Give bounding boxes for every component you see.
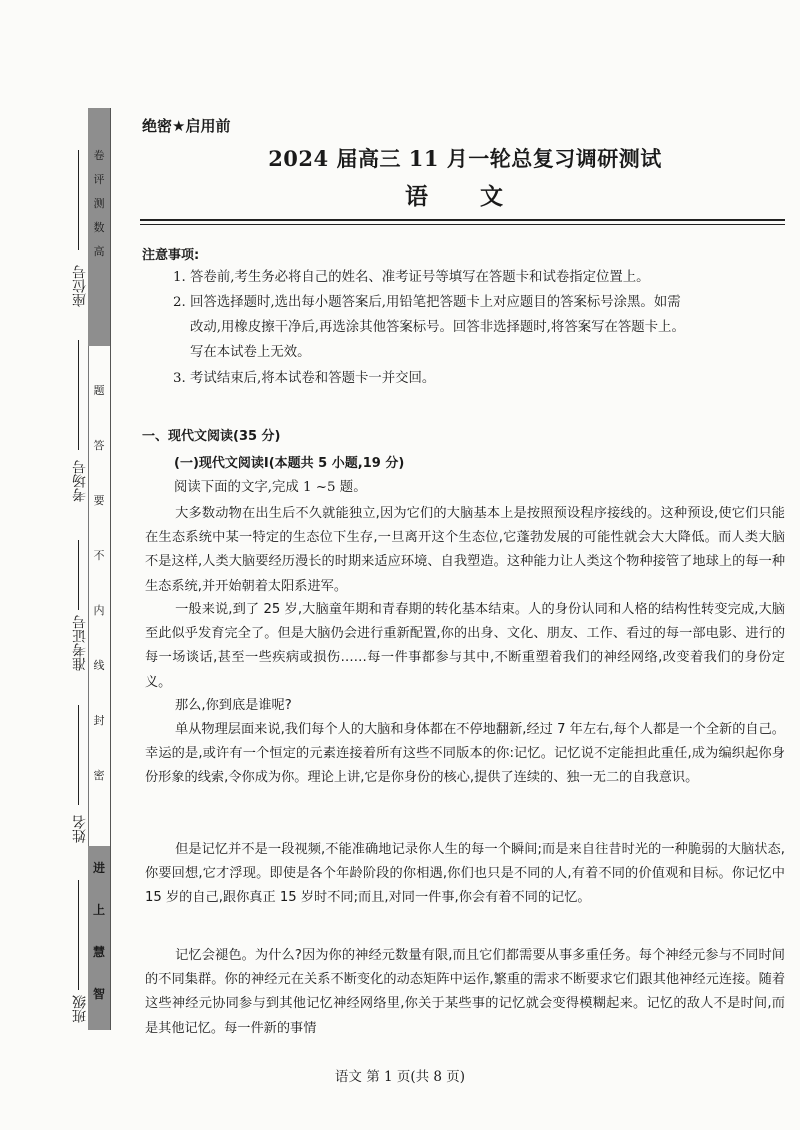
strip-char: 答 [93,439,105,452]
paragraph [145,502,785,599]
paragraph [145,598,785,695]
note-item: 2. 回答选择题时,选出每小题答案后,用铅笔把答题卡上对应题目的答案标号涂黑。如需 [173,295,681,310]
strip-char: 进 [92,861,105,875]
strip-char: 内 [93,604,105,617]
header-rule-thick [140,219,785,221]
binding-strip-bottom-text [88,862,110,1030]
paragraph-text: 那么,你到底是谁呢? [175,698,292,713]
class-fill-line [78,880,79,990]
strip-char: 题 [93,384,105,397]
secret-mark: 绝密★启用前 [142,117,231,135]
paragraph-text: 一般来说,到了 25 岁,大脑童年期和青春期的转化基本结束。人的身份认同和人格的结构性转变完成,大脑至此似乎发育完全了。但是大脑仍会进行重新配置,你的出身、文化、朋友、工作、看过的每一部电影、进行的每一场谈话,甚至一些疾病或损伤……每一件事都参与其中,不断重塑着我们的神经网络,改变着我们的身份定义。 [145,602,785,690]
exam-room-fill-line [78,340,79,450]
paragraph-text: 但是记忆并不是一段视频,不能准确地记录你人生的每一个瞬间;而是来自往昔时光的一种脆弱的大脑状态,你要回想,它才浮现。即使是各个年龄阶段的你相遇,你们也只是不同的人,有着不同的价值观和目标。你记忆中 15 岁的自己,跟你真正 15 岁时不同;而且,对同一件事,你会有着不同的记忆。 [145,842,785,906]
subject-title: 语 文 [404,183,525,210]
notes-heading: 注意事项: [142,248,200,263]
strip-char: 不 [93,549,105,562]
paragraph-text: 单从物理层面来说,我们每个人的大脑和身体都在不停地翻新,经过 7 年左右,每个人都是一个全新的自己。幸运的是,或许有一个恒定的元素连接着所有这些不同版本的你:记忆。记忆说不定能担此重任,成为编织起你身份形象的线索,令你成为你。理论上讲,它是你身份的核心,提供了连续的、独一无二的自我意识。 [145,722,785,786]
strip-char: 要 [93,494,105,507]
exam-room-label: 考场号 [72,460,88,502]
strip-char: 上 [92,903,105,917]
binding-strip-top-text [88,150,110,270]
paragraph [145,944,785,1041]
strip-char: 慧 [92,945,105,959]
section-title: 一、现代文阅读(35 分) [142,429,281,444]
binding-strip-middle-text [88,385,110,825]
seat-label: 座位号 [72,265,88,307]
section-subtitle: (一)现代文阅读Ⅰ(本题共 5 小题,19 分) [174,456,405,471]
note-item: 3. 考试结束后,将本试卷和答题卡一并交回。 [173,371,436,386]
name-label: 姓名 [72,815,88,843]
ticket-label: 准考证号 [72,615,88,671]
strip-char: 智 [92,987,105,1001]
paragraph [145,838,785,911]
strip-char: 数 [93,221,105,234]
note-item: 1. 答卷前,考生务必将自己的姓名、准考证号等填写在答题卡和试卷指定位置上。 [173,270,650,285]
name-fill-line [78,705,79,805]
strip-char: 卷 [93,149,105,162]
paragraph [145,718,785,791]
strip-char: 封 [93,714,105,727]
ticket-fill-line [78,540,79,610]
class-label: 班级 [72,995,88,1023]
seat-fill-line [78,150,79,250]
strip-char: 线 [93,659,105,672]
strip-char: 密 [93,769,105,782]
paragraph-text: 大多数动物在出生后不久就能独立,因为它们的大脑基本上是按照预设程序接线的。这种预设,使它们只能在生态系统中某一特定的生态位下生存,一旦离开这个生态位,它蓬勃发展的可能性就会大大降低。而人类大脑不是这样,人类大脑要经历漫长的时期来适应环境、自我塑造。这种能力让人类这个物种接管了地球上的每一种生态系统,并开始朝着太阳系进军。 [145,506,785,594]
header-rule-thin [140,224,785,225]
note-item: 改动,用橡皮擦干净后,再选涂其他答案标号。回答非选择题时,将答案写在答题卡上。 [190,320,685,335]
binding-strip-border-right [110,108,111,1030]
strip-char: 测 [93,197,105,210]
exam-title: 2024 届高三 11 月一轮总复习调研测试 [268,146,662,171]
page-footer: 语文 第 1 页(共 8 页) [334,1069,466,1085]
section-instruction: 阅读下面的文字,完成 1 ~5 题。 [174,480,367,495]
paragraph [145,694,785,718]
note-item: 写在本试卷上无效。 [190,345,311,360]
paragraph-text: 记忆会褪色。为什么?因为你的神经元数量有限,而且它们都需要从事多重任务。每个神经元参与不同时间的不同集群。你的神经元在关系不断变化的动态矩阵中运作,繁重的需求不断要求它们跟其他神经元连接。随着这些神经元协同参与到其他记忆神经网络里,你关于某些事的记忆就会变得模糊起来。记忆的敌人不是时间,而是其他记忆。每一件新的事情 [145,948,785,1036]
strip-char: 评 [93,173,105,186]
strip-char: 高 [93,245,105,258]
